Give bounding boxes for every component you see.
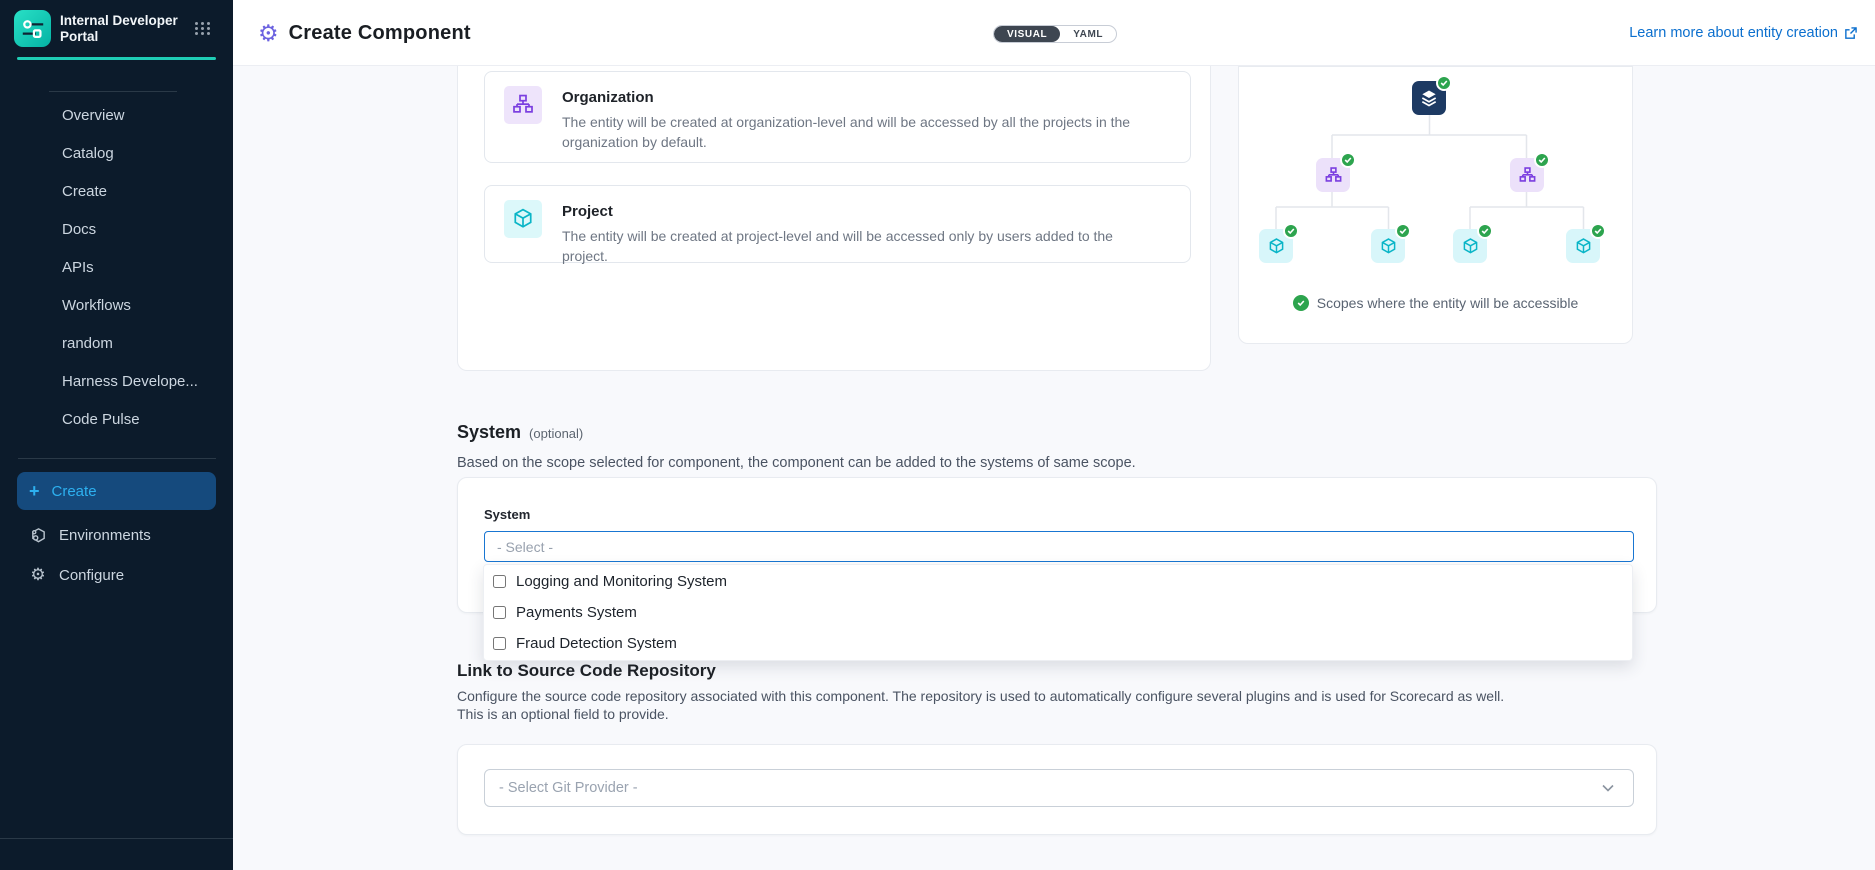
tab-visual[interactable]: VISUAL (994, 26, 1060, 42)
check-badge-icon (1436, 75, 1452, 91)
project-node (1453, 229, 1487, 263)
system-heading-text: System (457, 422, 522, 442)
option-logging-monitoring-system[interactable] (484, 566, 1632, 597)
organization-title: Organization (562, 89, 654, 106)
git-provider-card (457, 744, 1657, 835)
scope-card-text (562, 200, 1147, 264)
module-accent-bar (17, 57, 216, 60)
org-node (1316, 158, 1350, 192)
external-link-icon (1844, 27, 1857, 40)
app-title: Internal Developer Portal (60, 12, 178, 44)
sidebar-item-workflows[interactable]: Workflows (62, 297, 131, 314)
gear-icon: ⚙ (30, 565, 46, 584)
organization-icon (504, 86, 542, 124)
system-select-input[interactable] (484, 531, 1634, 562)
sidebar-item-configure[interactable] (0, 560, 233, 590)
repo-description-2: This is an optional field to provide. (457, 706, 669, 722)
app-switcher-icon[interactable] (195, 22, 211, 35)
repo-description-1: Configure the source code repository associated with this component. The repository is used to automatically configure several plugins and is used for Scorecard as well. (457, 688, 1505, 704)
sidebar-item-apis[interactable]: APIs (62, 259, 94, 276)
page-header (233, 0, 1875, 66)
diagram-caption-text: Scopes where the entity will be accessible (1316, 295, 1579, 311)
sidebar-actions (0, 472, 233, 590)
scope-card-text (562, 86, 1147, 148)
check-badge-icon (1395, 223, 1411, 239)
system-section-description: Based on the scope selected for component, the component can be added to the systems of same scope. (457, 455, 1136, 471)
sidebar-item-catalog[interactable]: Catalog (62, 145, 114, 162)
scope-selection-panel (457, 66, 1211, 371)
system-options-dropdown (483, 564, 1633, 661)
system-section-heading (457, 422, 583, 443)
component-gear-icon: ⚙ (258, 19, 279, 46)
sidebar-item-overview[interactable]: Overview (62, 107, 125, 124)
project-node (1566, 229, 1600, 263)
page-title-group (258, 0, 471, 66)
sidebar-item-code-pulse[interactable]: Code Pulse (62, 411, 140, 428)
option-label: Payments System (516, 604, 637, 621)
organization-description: The entity will be created at organization-level and will be accessed by all the projects in the organization by default. (562, 114, 1131, 150)
check-badge-icon (1293, 295, 1309, 311)
create-button[interactable] (17, 472, 216, 510)
check-badge-icon (1534, 152, 1550, 168)
project-title: Project (562, 203, 613, 220)
sidebar-item-random[interactable]: random (62, 335, 113, 352)
scope-diagram-panel (1238, 66, 1633, 344)
sidebar-item-harness-developer[interactable]: Harness Develope... (62, 373, 198, 390)
visual-yaml-toggle[interactable] (993, 25, 1117, 43)
project-icon (504, 200, 542, 238)
sidebar (0, 0, 233, 870)
check-badge-icon (1590, 223, 1606, 239)
check-badge-icon (1340, 152, 1356, 168)
environments-label: Environments (59, 526, 151, 544)
option-checkbox[interactable] (493, 575, 506, 588)
main-content (233, 66, 1875, 870)
system-field-label: System (484, 507, 531, 522)
tab-yaml[interactable]: YAML (1073, 28, 1104, 40)
environments-icon (29, 527, 47, 544)
scope-card-project[interactable] (484, 185, 1191, 263)
project-node (1259, 229, 1293, 263)
option-checkbox[interactable] (493, 637, 506, 650)
scope-card-organization[interactable] (484, 71, 1191, 163)
learn-more-label: Learn more about entity creation (1629, 25, 1838, 41)
project-node (1371, 229, 1405, 263)
sidebar-header (14, 10, 220, 47)
plus-icon: + (29, 481, 40, 501)
learn-more-link[interactable] (1629, 0, 1857, 66)
check-badge-icon (1477, 223, 1493, 239)
system-optional-label: (optional) (529, 426, 584, 441)
option-label: Logging and Monitoring System (516, 573, 727, 590)
check-badge-icon (1283, 223, 1299, 239)
configure-label: Configure (59, 566, 125, 584)
create-button-label: Create (51, 482, 97, 500)
git-provider-select[interactable] (484, 769, 1634, 807)
harness-logo-icon[interactable] (14, 10, 51, 47)
option-fraud-detection-system[interactable] (484, 628, 1632, 659)
sidebar-bottom-divider (0, 838, 233, 839)
option-checkbox[interactable] (493, 606, 506, 619)
org-node (1510, 158, 1544, 192)
sidebar-divider (18, 458, 216, 459)
option-payments-system[interactable] (484, 597, 1632, 628)
account-node (1412, 81, 1446, 115)
option-label: Fraud Detection System (516, 635, 677, 652)
repo-section-heading: Link to Source Code Repository (457, 661, 716, 680)
sidebar-item-environments[interactable] (0, 520, 233, 550)
sidebar-item-create[interactable]: Create (62, 183, 108, 200)
sidebar-nav (0, 97, 233, 439)
project-description: The entity will be created at project-level and will be accessed only by users added to the project. (562, 228, 1113, 264)
sidebar-item-docs[interactable]: Docs (62, 221, 97, 238)
page-title: Create Component (288, 21, 471, 44)
sidebar-divider (49, 91, 177, 92)
diagram-caption (1239, 295, 1632, 311)
